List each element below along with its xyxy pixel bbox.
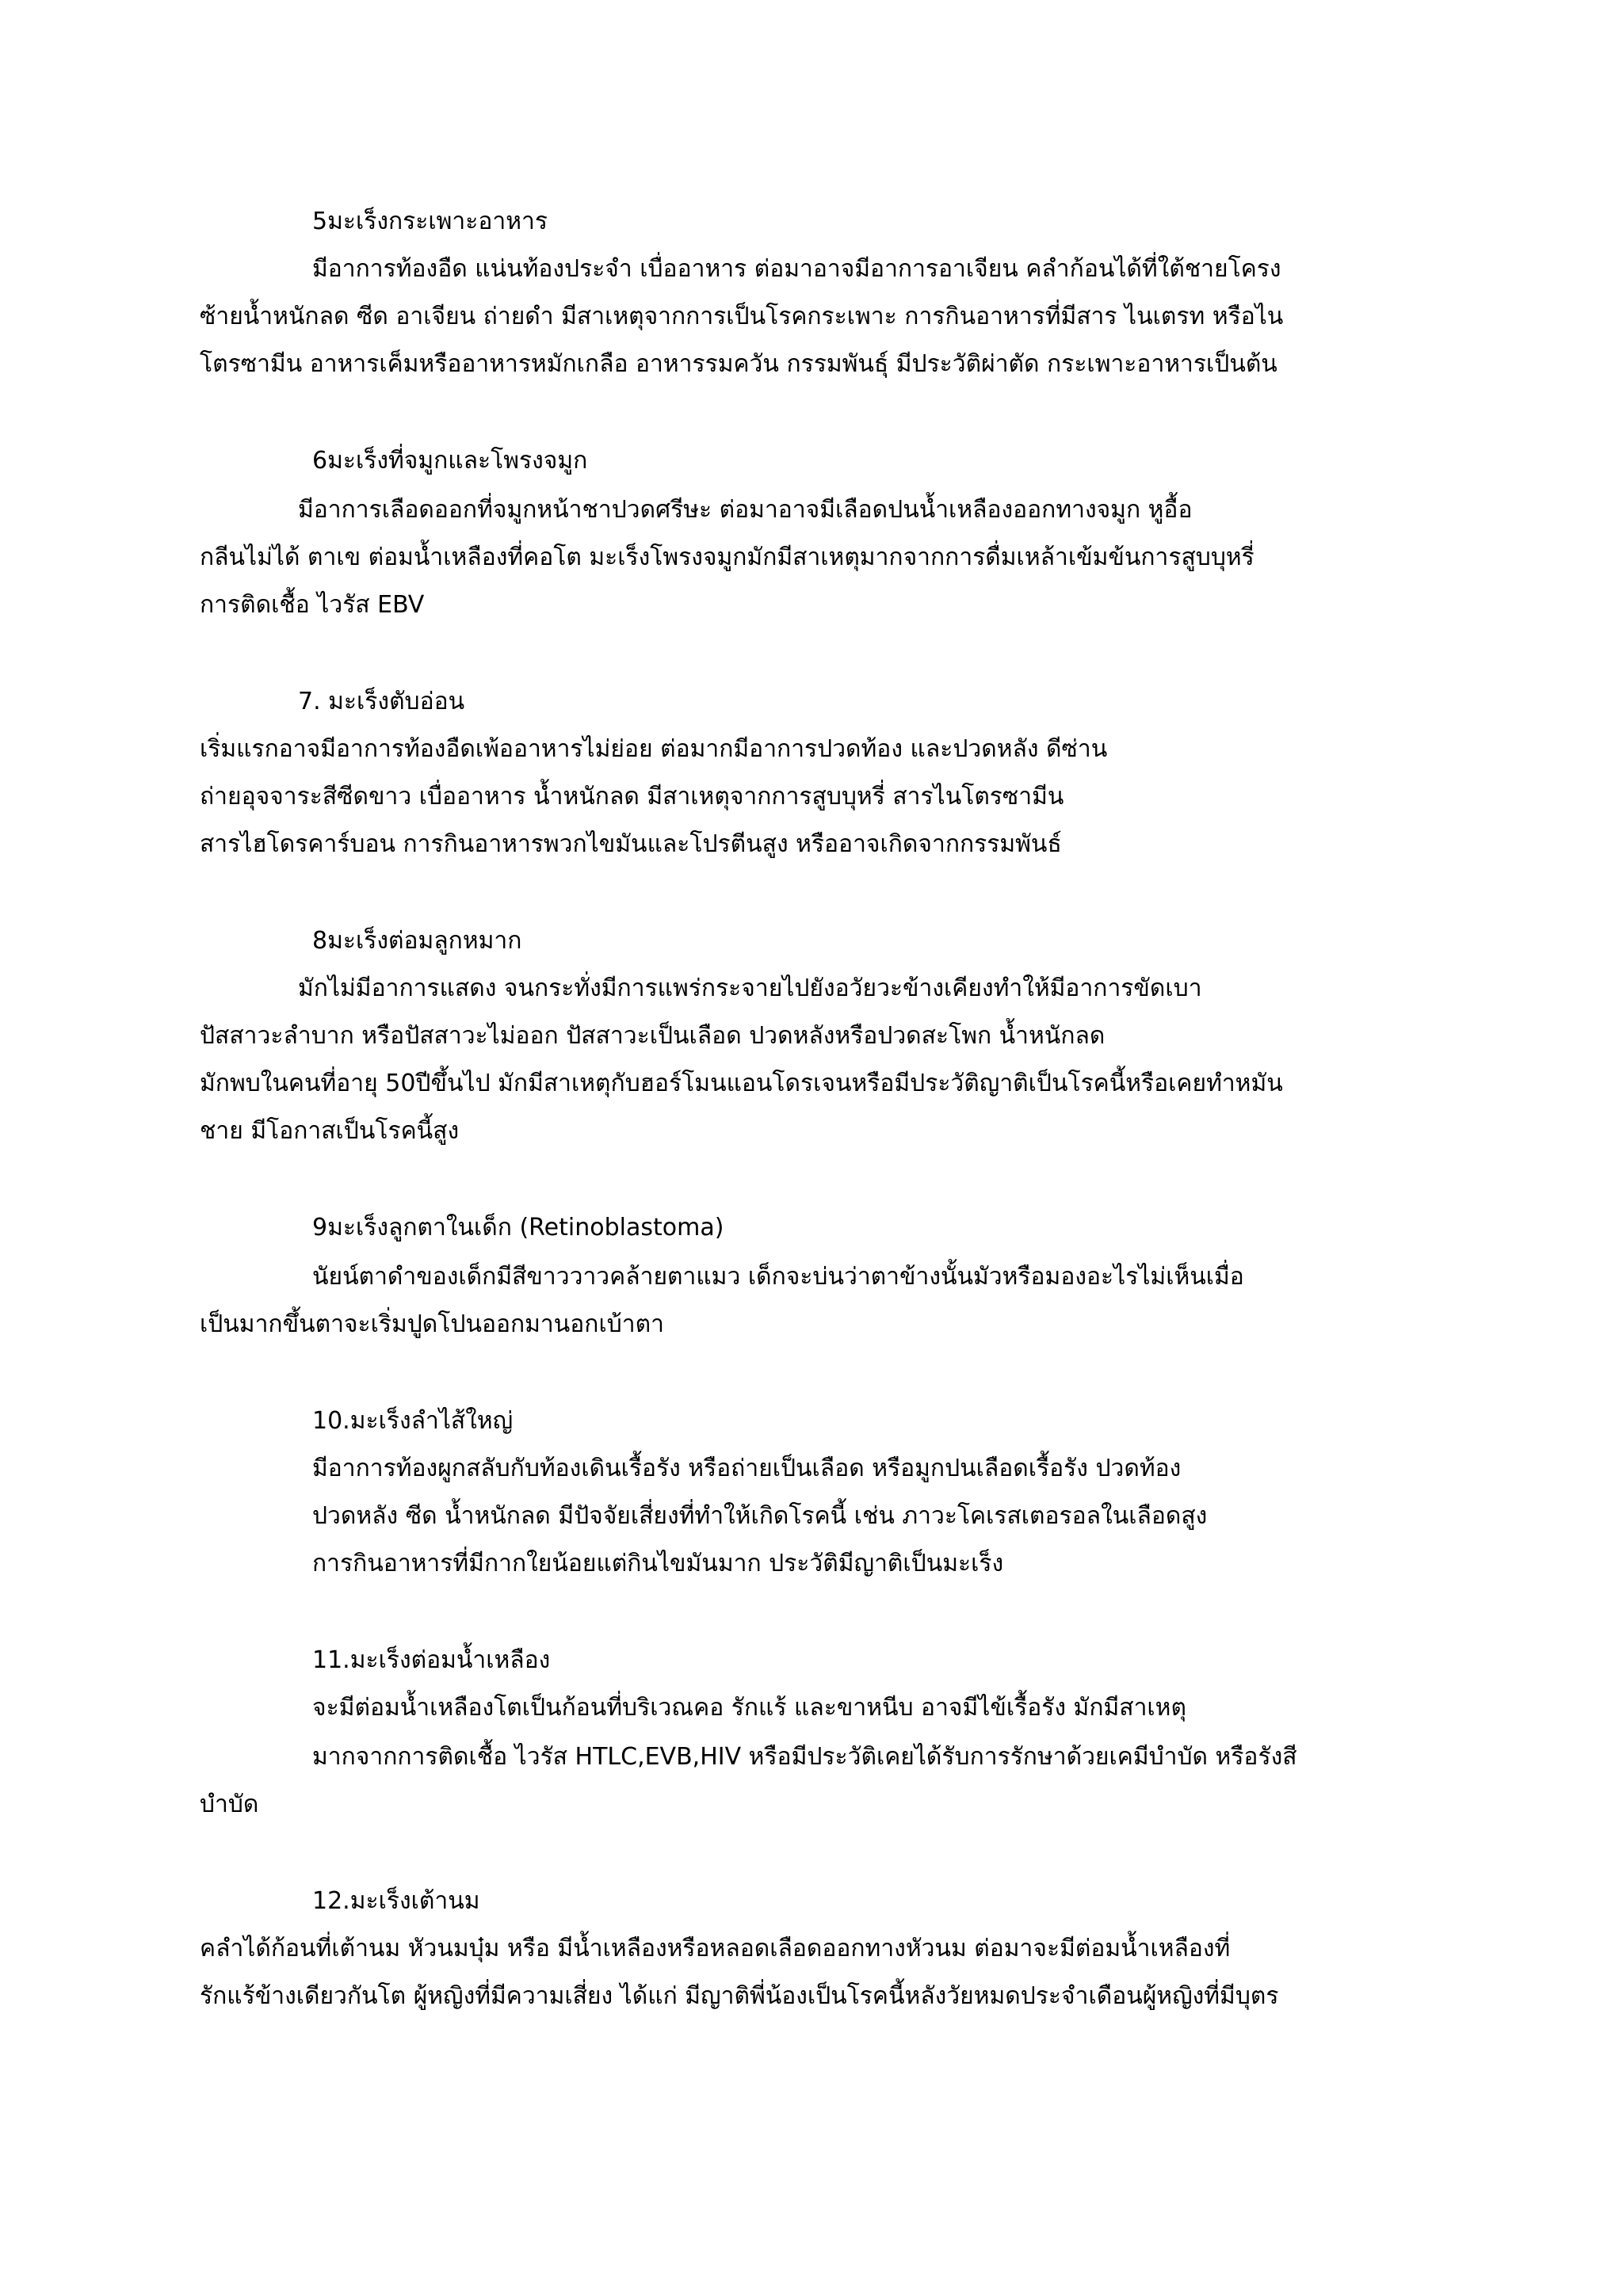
section-5-line-3: โตรซามีน อาหารเค็มหรืออาหารหมักเกลือ อาหารรมควัน กรรมพันธุ์ มีประวัติผ่าตัด กระเพาะอาหารเป็นต้น [200,350,1277,378]
section-9-line-2: เป็นมากขึ้นตาจะเริ่มปูดโปนออกมานอกเบ้าตา [200,1310,664,1338]
section-5-heading: 5มะเร็งกระเพาะอาหาร [312,208,548,235]
section-10-line-1: มีอาการท้องผูกสลับกับท้องเดินเรื้อรัง หรือถ่ายเป็นเลือด หรือมูกปนเลือดเรื้อรัง ปวดท้อง [312,1455,1182,1482]
section-12-heading: 12.มะเร็งเต้านม [312,1887,480,1915]
section-7-line-2: ถ่ายอุจจาระสีซีดขาว เบื่ออาหาร น้ำหนักลด มีสาเหตุจากการสูบบุหรี่ สารไนโตรซามีน [200,783,1064,810]
section-10-line-2: ปวดหลัง ซีด น้ำหนักลด มีปัจจัยเสี่ยงที่ทำให้เกิดโรคนี้ เช่น ภาวะโคเรสเตอรอลในเลือดสูง [312,1502,1208,1530]
section-6-heading: 6มะเร็งที่จมูกและโพรงจมูก [312,447,588,475]
section-7-line-1: เริ่มแรกอาจมีอาการท้องอืดเพ้ออาหารไม่ย่อย ต่อมากมีอาการปวดท้อง และปวดหลัง ดีซ่าน [200,735,1108,763]
section-8-line-1: มักไม่มีอาการแสดง จนกระทั่งมีการแพร่กระจายไปยังอวัยวะข้างเคียงทำให้มีอาการขัดเบา [298,974,1202,1002]
section-6-line-1: มีอาการเลือดออกที่จมูกหน้าชาปวดศรีษะ ต่อมาอาจมีเลือดปนน้ำเหลืองออกทางจมูก หูอื้อ [298,496,1193,524]
section-8-line-3: มักพบในคนที่อายุ 50ปีขึ้นไป มักมีสาเหตุกับฮอร์โมนแอนโดรเจนหรือมีประวัติญาติเป็นโรคนี้หรือเคยทำหมัน [200,1070,1283,1097]
section-8-line-4: ชาย มีโอกาสเป็นโรคนี้สูง [200,1117,460,1145]
section-7-line-3: สารไฮโดรคาร์บอน การกินอาหารพวกไขมันและโปรตีนสูง หรืออาจเกิดจากกรรมพันธ์ [200,830,1062,858]
section-9-line-1: นัยน์ตาดำของเด็กมีสีขาววาวคล้ายตาแมว เด็กจะบ่นว่าตาข้างนั้นมัวหรือมองอะไรไม่เห็นเมื่อ [312,1263,1244,1291]
section-6-line-2: กลีนไม่ได้ ตาเข ต่อมน้ำเหลืองที่คอโต มะเร็งโพรงจมูกมักมีสาเหตุมากจากการดื่มเหล้าเข้มข้นการสูบบุหรี่ [200,543,1254,571]
section-11-line-3: บำบัด [200,1791,259,1818]
section-8-heading: 8มะเร็งต่อมลูกหมาก [312,927,522,955]
section-9-heading: 9มะเร็งลูกตาในเด็ก (Retinoblastoma) [312,1214,724,1241]
section-11-heading: 11.มะเร็งต่อมน้ำเหลือง [312,1646,551,1674]
section-5-line-1: มีอาการท้องอืด แน่นท้องประจำ เบื่ออาหาร ต่อมาอาจมีอาการอาเจียน คลำก้อนได้ที่ใต้ชายโครง [312,255,1281,283]
section-12-line-2: รักแร้ข้างเดียวกันโต ผู้หญิงที่มีความเสี่ยง ได้แก่ มีญาติพี่น้องเป็นโรคนี้หลังวัยหมดประจำเดือนผู้หญิงที่มีบุตร [200,1982,1279,2010]
section-10-heading: 10.มะเร็งลำไส้ใหญ่ [312,1407,514,1435]
section-6-line-3: การติดเชื้อ ไวรัส EBV [200,591,425,619]
section-11-line-1: จะมีต่อมน้ำเหลืองโตเป็นก้อนที่บริเวณคอ รักแร้ และขาหนีบ อาจมีไข้เรื้อรัง มักมีสาเหตุ [312,1694,1186,1722]
section-7-heading: 7. มะเร็งตับอ่อน [298,688,465,715]
section-5-line-2: ซ้ายน้ำหนักลด ซีด อาเจียน ถ่ายดำ มีสาเหตุจากการเป็นโรคกระเพาะ การกินอาหารที่มีสาร ไนเตรท หรือไน [200,303,1284,330]
section-12-line-1: คลำได้ก้อนที่เต้านม หัวนมบุ๋ม หรือ มีน้ำเหลืองหรือหลอดเลือดออกทางหัวนม ต่อมาจะมีต่อมน้ำเหลืองที่ [200,1935,1231,1962]
section-10-line-3: การกินอาหารที่มีกากใยน้อยแต่กินไขมันมาก ประวัติมีญาติเป็นมะเร็ง [312,1550,1004,1577]
section-11-line-2: มากจากการติดเชื้อ ไวรัส HTLC,EVB,HIV หรือมีประวัติเคยได้รับการรักษาด้วยเคมีบำบัด หรือรังสี [312,1743,1297,1771]
section-8-line-2: ปัสสาวะลำบาก หรือปัสสาวะไม่ออก ปัสสาวะเป็นเลือด ปวดหลังหรือปวดสะโพก น้ำหนักลด [200,1022,1106,1050]
